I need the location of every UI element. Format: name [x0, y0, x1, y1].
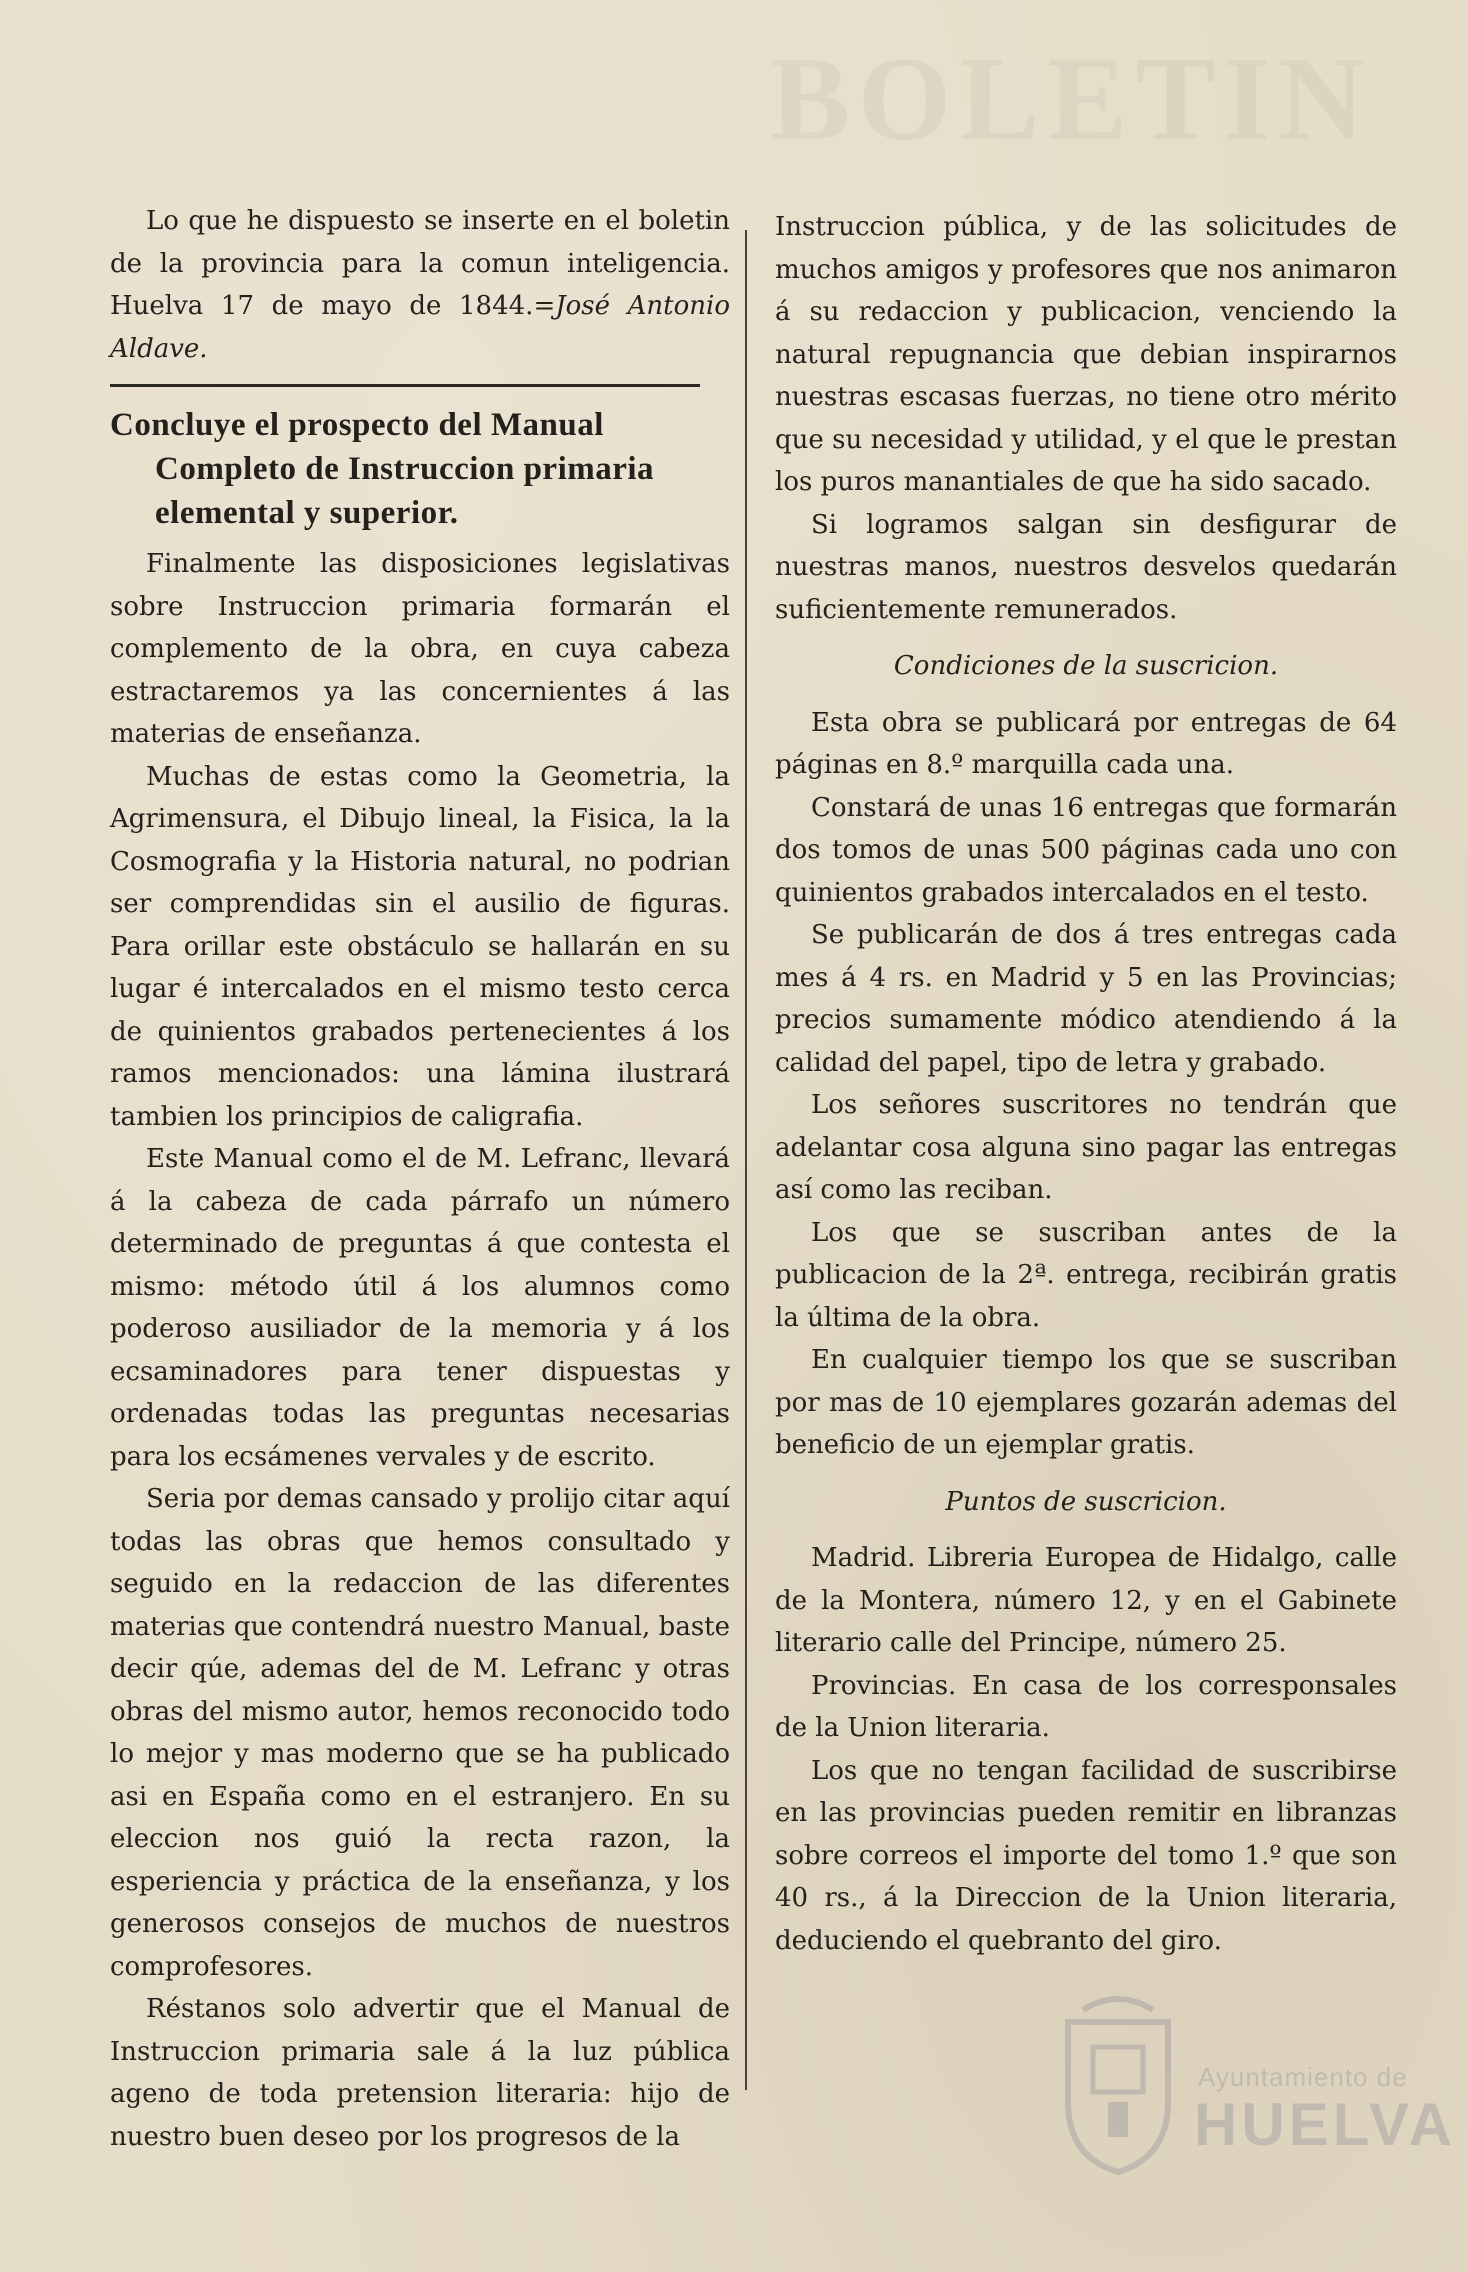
conditions-heading: Condiciones de la suscricion.: [893, 651, 1279, 681]
body-paragraph: Muchas de estas como la Geometria, la Agrimensura, el Dibujo lineal, la Fisica, la la Cosmografia y la Historia natural, no podrian ser comprendidas sin el ausilio de figuras. Para orillar este obstáculo se hallarán en su lugar é intercalados en el mismo testo cerca de quinientos grabados pertenecientes á los ramos mencionados: una lámina ilustrará tambien los principios de caligrafia.: [110, 761, 730, 1132]
city-shield-icon: [1048, 1992, 1188, 2182]
bleed-through-masthead: BOLETIN: [770, 32, 1373, 160]
decree-paragraph: [110, 200, 730, 370]
left-column: [110, 200, 730, 2158]
body-paragraph: Este Manual como el de M. Lefranc, llevará á la cabeza de cada párrafo un número determinado de preguntas á que contesta el mismo: método útil á los alumnos como poderoso ausiliador de la memoria y á los ecsaminadores para tener dispuestas y ordenadas todas las preguntas necesarias para los ecsámenes vervales y de escrito.: [110, 1144, 730, 1472]
points-heading: Puntos de suscricion.: [945, 1486, 1227, 1517]
decree-text: Lo que he dispuesto se inserte en el boletin de la provincia para la comun inteligencia. Huelva 17 de mayo de 1844.=: [110, 206, 730, 321]
point-item: Madrid. Libreria Europea de Hidalgo, calle de la Montera, número 12, y en el Gabinete literario calle del Principe, número 25.: [775, 1543, 1397, 1658]
condition-item: Se publicarán de dos á tres entregas cada mes á 4 rs. en Madrid y 5 en las Provincias; precios sumamente módico atendiendo á la calidad del papel, tipo de letra y grabado.: [775, 920, 1397, 1078]
section-rule: [110, 384, 700, 387]
decree-signer: José Antonio Aldave.: [110, 291, 730, 364]
body-paragraph: Réstanos solo advertir que el Manual de Instruccion primaria sale á la luz pública ageno de toda pretension literaria: hijo de nuestro buen deseo por los progresos de la: [110, 1994, 730, 2152]
article-headline: Concluye el prospecto del Manual Completo de Instruccion primaria elemental y superior.: [110, 407, 655, 531]
closing-paragraph: Si logramos salgan sin desfigurar de nuestras manos, nuestros desvelos quedarán suficientemente remunerados.: [775, 509, 1397, 625]
condition-item: Constará de unas 16 entregas que formarán dos tomos de unas 500 páginas cada uno con quinientos grabados intercalados en el testo.: [775, 792, 1397, 908]
condition-item: Los señores suscritores no tendrán que adelantar cosa alguna sino pagar las entregas así como las reciban.: [775, 1090, 1397, 1205]
condition-item: Los que se suscriban antes de la publicacion de la 2ª. entrega, recibirán gratis la última de la obra.: [775, 1217, 1397, 1333]
column-divider: [745, 230, 747, 2090]
body-paragraph: Seria por demas cansado y prolijo citar aquí todas las obras que hemos consultado y seguido en la redaccion de las diferentes materias que contendrá nuestro Manual, baste decir qúe, ademas del de M. Lefranc y otras obras del mismo autor, hemos reconocido todo lo mejor y mas moderno que se ha publicado asi en España como en el estranjero. En su eleccion nos guió la recta razon, la esperiencia y práctica de la enseñanza, y los generosos consejos de muchos de nuestros comprofesores.: [110, 1484, 730, 1982]
condition-item: En cualquier tiempo los que se suscriban por mas de 10 ejemplares gozarán ademas del beneficio de un ejemplar gratis.: [775, 1345, 1397, 1460]
watermark-line1: Ayuntamiento de: [1198, 2062, 1408, 2092]
point-item: Los que no tengan facilidad de suscribirse en las provincias pueden remitir en libranzas sobre correos el importe del tomo 1.º que son 40 rs., á la Direccion de la Union literaria, deduciendo el quebranto del giro.: [775, 1755, 1397, 1956]
watermark-line2: HUELVA: [1194, 2091, 1456, 2158]
point-item: Provincias. En casa de los corresponsales de la Union literaria.: [775, 1670, 1397, 1743]
condition-item: Esta obra se publicará por entregas de 64 páginas en 8.º marquilla cada una.: [775, 707, 1397, 780]
continuation-paragraph: Instruccion pública, y de las solicitudes de muchos amigos y profesores que nos animaron á su redaccion y publicacion, venciendo la natural repugnancia que debian inspirarnos nuestras escasas fuerzas, no tiene otro mérito que su necesidad y utilidad, y el que le prestan los puros manantiales de que ha sido sacado.: [775, 212, 1397, 497]
body-paragraph: Finalmente las disposiciones legislativas sobre Instruccion primaria formarán el complemento de la obra, en cuya cabeza estractaremos ya las concernientes á las materias de enseñanza.: [110, 549, 730, 749]
archive-watermark: [1048, 1992, 1456, 2192]
right-column: [775, 206, 1397, 1962]
